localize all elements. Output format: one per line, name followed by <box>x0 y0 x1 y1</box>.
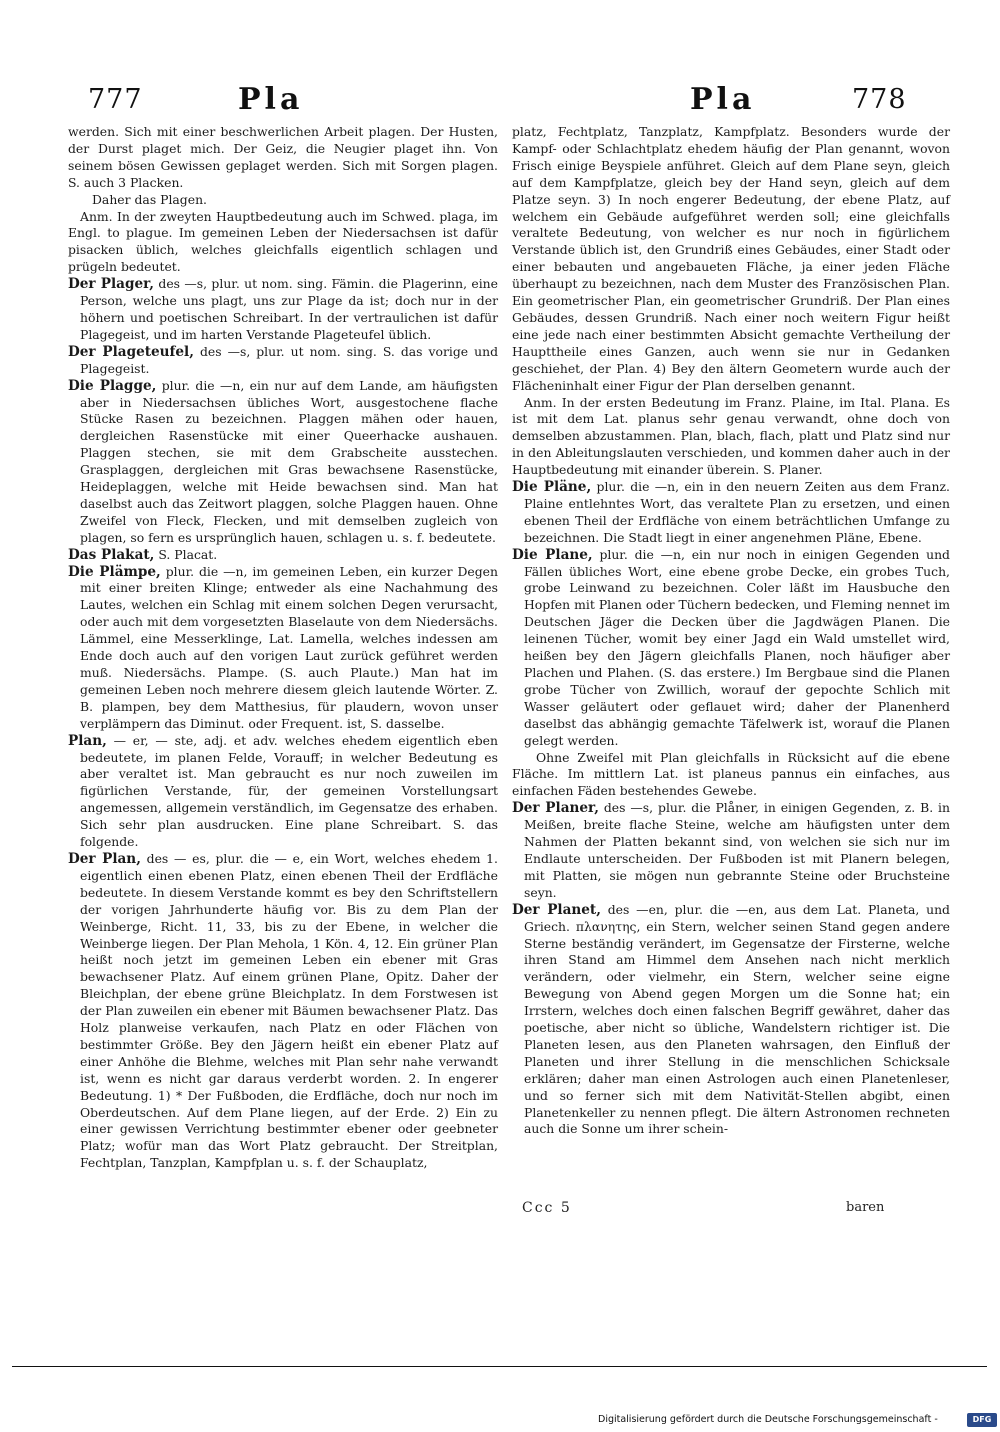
entry-headword: Plan, <box>68 732 107 749</box>
entry-headword: Der Planer, <box>512 800 599 817</box>
entry-headword: Die Plagge, <box>68 377 157 394</box>
dictionary-entry <box>68 851 498 1172</box>
right-page-number: 778 <box>852 84 907 115</box>
left-running-headword: Pla <box>238 82 304 117</box>
entry-text: plur. die —n, ein nur noch in einigen Gegenden und Fällen übliches Wort, eine ebene grobe Decke, ein grobes Tuch, grobe Leinwand zu bezeichnen. Coler läßt im Hausbuche den Hopfen mit Planen oder Tüchern bedecken, und Fleming nennet im Deutschen Jäger die Decken über die Jagdwägen Planen. Die leinenen Tücher, womit bey einer Jagd ein Wald umstellet wird, heißen bey den Jägern gleichfalls Planen, noch häufiger aber Plachen und Plahen. (S. das erstere.) Im Bergbaue sind die Planen grobe Tücher von Zwillich, worauf der gepochte Schlich mit Wasser geläutert oder geflauet wird; daher der Planenherd daselbst das abhängig gemachte Täfelwerk ist, worauf die Planen gelegt werden. <box>524 546 950 748</box>
dictionary-entry <box>68 547 498 564</box>
entry-text: — er, — ste, adj. et adv. welches ehedem eigentlich eben bedeutete, im planen Felde, Vorauff; in welcher Bedeutung es aber veraltet ist. Man gebraucht es nur noch zuweilen im figürlichen Verstande, für, der gemeinen Vorstellungsart angemessen, allgemein verständlich, im Gegensatze des erhaben. Sich sehr plan ausdrucken. Eine plane Schreibart. S. das folgende. <box>80 732 498 850</box>
footer-rule <box>12 1366 987 1367</box>
paragraph <box>68 124 498 192</box>
entry-note <box>68 209 498 277</box>
dfg-logo: DFG <box>967 1413 997 1427</box>
entry-text: des —en, plur. die —en, aus dem Lat. Planeta, und Griech. πλανητης, ein Stern, welcher seinen Stand gegen andere Sterne beständig verändert, im Gegensatze der Firsterne, welche ihren Stand am Himmel dem Ansehen nach nicht merklich verändern, oder vielmehr, ein Stern, welcher seine eigne Bewegung von Abend gegen Morgen um die Sonne hat; ein Irrstern, welches doch einen falschen Begriff gewähret, daher das poetische, aber nicht so übliche, Wandelstern richtiger ist. Die Planeten lesen, aus den Planeten wahrsagen, den Einfluß der Planeten und ihrer Stellung in die menschlichen Schicksale erklären; daher man einen Astrologen auch einen Planetenleser, und so ferner sich mit dem Nativität-Stellen abgibt, einen Planetenkeller zu nennen pflegt. Die ältern Astronomen rechneten auch die Sonne um ihrer schein- <box>524 901 950 1137</box>
entry-note <box>512 395 950 480</box>
entry-text: Ohne Zweifel mit Plan gleichfalls in Rücksicht auf die ebene Fläche. Im mittlern Lat. ist planeus pannus ein einfaches, aus einfachen Fäden bestehendes Gewebe. <box>512 749 950 799</box>
digitization-credit: Digitalisierung gefördert durch die Deutsche Forschungsgemeinschaft - <box>598 1414 938 1425</box>
paragraph <box>512 750 950 801</box>
right-column <box>512 124 950 1138</box>
entry-headword: Der Plan, <box>68 850 141 867</box>
right-running-headword: Pla <box>690 82 756 117</box>
entry-text: plur. die —n, ein nur auf dem Lande, am häufigsten aber in Niedersachsen übliches Wort, ausgestochene flache Stücke Rasen zu bezeichnen. Plaggen mähen oder hauen, dergleichen Rasenstücke mit einer Queerhacke aushauen. Plaggen stechen, sie mit dem Grabscheite ausstechen. Grasplaggen, dergleichen mit Gras bewachsene Rasenstücke, Heideplaggen, welche mit Heide bewachsen sind. Man hat daselbst auch das Zeitwort plaggen, solche Plaggen hauen. Ohne Zweifel von Fleck, Flecken, und mit demselben zugleich von plagen, so fern es ursprünglich hauen, schlagen u. s. f. bedeutete. <box>80 377 498 545</box>
entry-headword: Der Plager, <box>68 276 155 293</box>
left-column <box>68 124 498 1172</box>
entry-text: des —s, plur. die Plåner, in einigen Gegenden, z. B. in Meißen, breite flache Steine, welche am häufigsten unter dem Nahmen der Platten bekannt sind, von welchen sie sich nur im Endlaute unterscheiden. Der Fußboden ist mit Planern belegen, mit Platten, sie mögen nun gebrannte Steine oder Bruchsteine seyn. <box>524 800 950 900</box>
entry-text: Daher das Plagen. <box>92 191 207 207</box>
catchword: baren <box>846 1200 885 1215</box>
entry-headword: Der Plageteufel, <box>68 343 194 360</box>
entry-headword: Die Pläne, <box>512 479 592 496</box>
dictionary-entry <box>68 733 498 851</box>
dictionary-entry <box>68 344 498 378</box>
entry-headword: Der Planet, <box>512 901 601 918</box>
dictionary-entry <box>68 564 498 733</box>
entry-text: platz, Fechtplatz, Tanzplatz, Kampfplatz. Besonders wurde der Kampf- oder Schlachtplatz ehedem häufig der Plan genannt, wovon Frisch einige Beyspiele anführet. Gleich auf dem Plane seyn, gleich auf dem Kampfplatze, gleich bey der Hand seyn, gleich auf dem Platze seyn. 3) In noch engerer Bedeutung, der ebene Platz, auf welchem ein Gebäude aufgeführet werden soll; eine gleichfalls veraltete Bedeutung, von welcher es nur noch in figürlichem Verstande üblich ist, den Grundriß eines Gebäudes, einer Stadt oder einer bebauten und angebaueten Fläche, ja einer jeden Fläche überhaupt zu bezeichnen, nach dem Muster des Französischen Plan. Ein geometrischer Plan, ein geometrischer Grundriß. Der Plan eines Gebäudes, dessen Grundriß. Nach einer noch weitern Figur heißt eine jede nach einer bestimmten Absicht gemachte Vertheilung der Haupttheile eines Ganzen, auch wenn sie nur in Gedanken geschiehet, der Plan. 4) Bey den ältern Geometern wurde auch der Flächeninhalt einer Figur der Plan derselben genannt. <box>512 124 950 393</box>
entry-text: des —s, plur. ut nom. sing. S. das vorige und Plagegeist. <box>80 343 498 376</box>
entry-headword: Das Plakat, <box>68 546 155 563</box>
entry-headword: Die Plane, <box>512 546 593 563</box>
dictionary-entry <box>68 276 498 344</box>
left-page-number: 777 <box>88 84 143 115</box>
signature-mark: Ccc 5 <box>522 1200 572 1216</box>
entry-text: des — es, plur. die — e, ein Wort, welches ehedem 1. eigentlich einen ebenen Platz, einen ebenen Theil der Erdfläche bedeutete. In diesem Verstande kommt es bey den Schriftstellern der vorigen Jahrhunderte häufig vor. Bis zu dem Plan der Weinberge, Richt. 11, 33, bis zu der Ebene, in welcher die Weinberge liegen. Der Plan Mehola, 1 Kön. 4, 12. Ein grüner Plan heißt noch jetzt im gemeinen Leben ein ebener mit Gras bewachsener Platz. Auf einem grünen Plane, Opitz. Daher der Bleichplan, der ebene grüne Bleichplatz. In dem Forstwesen ist der Plan zuweilen ein ebener mit Bäumen bewachsener Platz. Das Holz planweise verkaufen, nach Platz en oder Flächen von bestimmter Größe. Bey den Jägern heißt ein ebener Platz auf einer Anhöhe die Blehme, welches mit Plan sehr nahe verwandt ist, wenn es nicht gar daraus verderbt worden. 2. In engerer Bedeutung. 1) * Der Fußboden, die Erdfläche, doch nur noch im Oberdeutschen. Auf dem Plane liegen, auf der Erde. 2) Ein zu einer gewissen Verrichtung bestimmter ebener oder geebneter Platz; wofür man das Wort Platz gebraucht. Der Streitplan, Fechtplan, Tanzplan, Kampfplan u. s. f. der Schauplatz, <box>80 850 498 1171</box>
dictionary-entry <box>512 547 950 750</box>
entry-text: des —s, plur. ut nom. sing. Fämin. die Plagerinn, eine Person, welche uns plagt, uns zur Plage da ist; doch nur in der höhern und poetischen Schreibart. In der vertraulichen ist dafür Plagegeist, und im harten Verstande Plageteufel üblich. <box>80 276 498 342</box>
dictionary-entry <box>512 902 950 1139</box>
dictionary-entry <box>68 378 498 547</box>
paragraph <box>512 124 950 395</box>
entry-text: S. Placat. <box>158 546 218 562</box>
dictionary-entry <box>512 479 950 547</box>
entry-text: werden. Sich mit einer beschwerlichen Arbeit plagen. Der Husten, der Durst plaget mich. Der Geiz, die Neugier plaget ihn. Von seinem bösen Gewissen geplaget werden. Sich mit Sorgen plagen. S. auch 3 Placken. <box>68 124 498 190</box>
dictionary-entry <box>512 800 950 901</box>
entry-text: Anm. In der ersten Bedeutung im Franz. Plaine, im Ital. Plana. Es ist mit dem Lat. planus sehr genau verwandt, ohne doch von demselben abzustammen. Plan, blach, flach, platt und Platz sind nur in den Ableitungslauten verschieden, und kommen daher auch in der Hauptbedeutung mit einander überein. S. Planer. <box>512 394 950 478</box>
entry-headword: Die Plämpe, <box>68 563 161 580</box>
entry-text: plur. die —n, ein in den neuern Zeiten aus dem Franz. Plaine entlehntes Wort, das veraltete Plan zu ersetzen, und einen ebenen Theil der Erdfläche von einem beträchtlichen Umfange zu bezeichnen. Die Stadt liegt in einer angenehmen Pläne, Ebene. <box>524 479 950 545</box>
paragraph <box>68 192 498 209</box>
entry-text: plur. die —n, im gemeinen Leben, ein kurzer Degen mit einer breiten Klinge; entweder als eine Nachahmung des Lautes, welchen ein Schlag mit einem solchen Degen verursacht, oder auch mit dem vorgesetzten Blaselaute von dem Niedersächs. Lämmel, eine Messerklinge, Lat. Lamella, welches indessen am Ende doch auch auf den vorigen Laut zurück geführet werden muß. Niedersächs. Plampe. (S. auch Plaute.) Man hat im gemeinen Leben noch mehrere diesem gleich lautende Wörter. Z. B. plampen, bey dem Matthesius, für plaudern, wovon unser verplämpern das Diminut. oder Frequent. ist, S. dasselbe. <box>80 563 498 731</box>
entry-text: Anm. In der zweyten Hauptbedeutung auch im Schwed. plaga, im Engl. to plague. Im gemeinen Leben der Niedersachsen ist dafür pisacken üblich, welches gleichfalls eigentlich schlagen und prügeln bedeutet. <box>68 208 498 275</box>
